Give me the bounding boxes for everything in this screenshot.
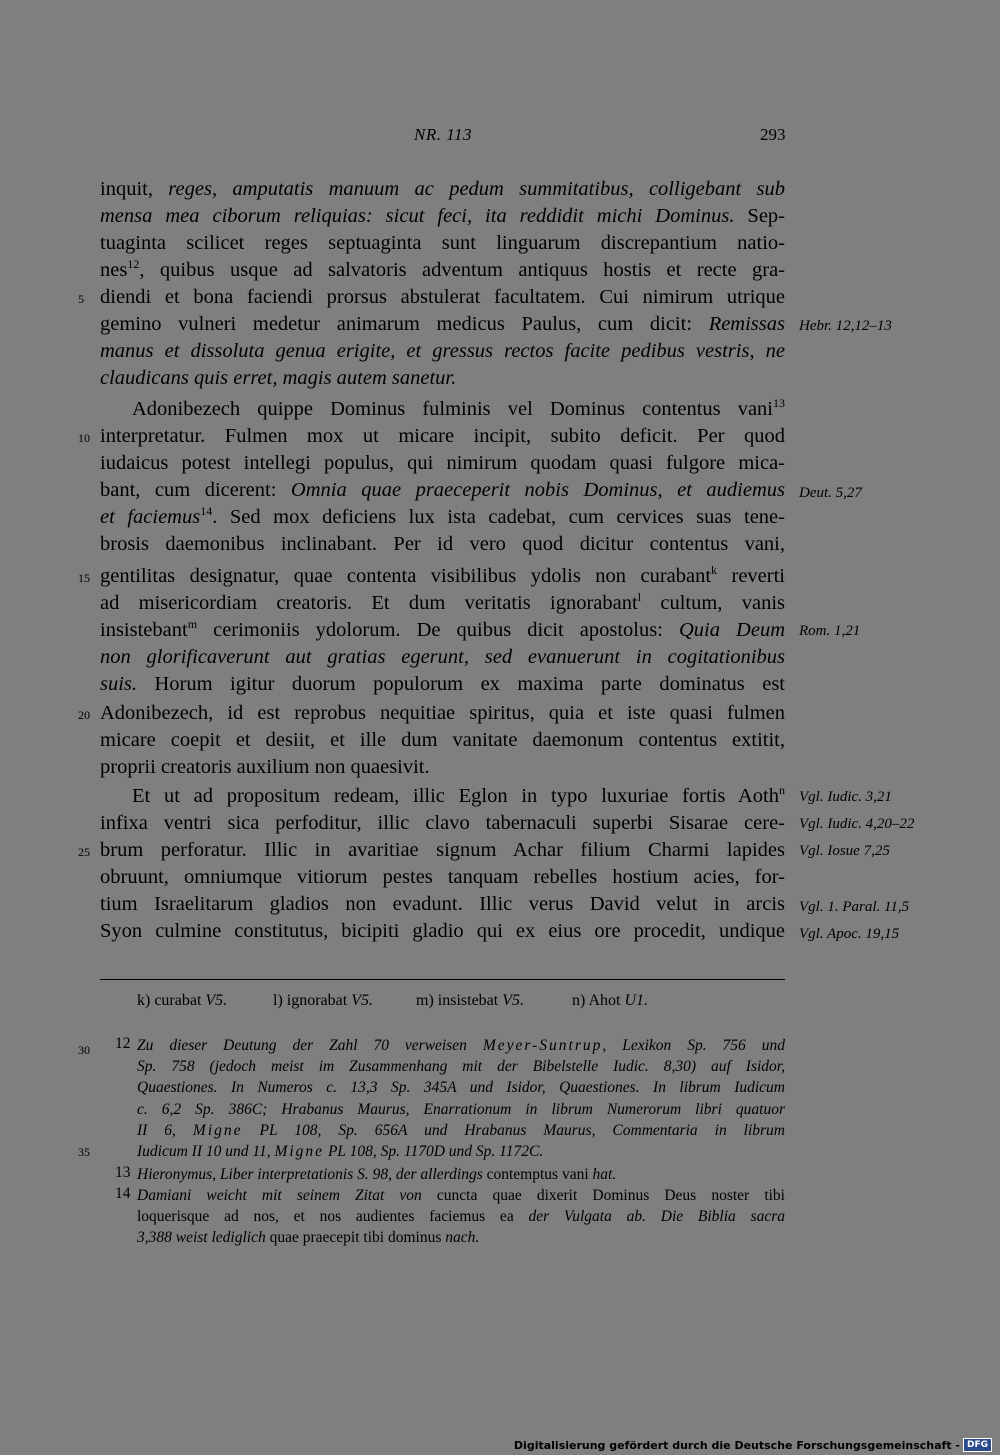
apparatus-entry: n) Ahot U1. [572, 992, 649, 1009]
text-line: Et ut ad propositum redeam, illic Eglon in typo luxuriae fortis Aoth$^n$ [132, 783, 785, 807]
line-number: 35 [78, 1145, 90, 1159]
footnote-rule [100, 979, 785, 980]
line-number: 25 [78, 845, 90, 859]
footnote-number: 13 [115, 1164, 131, 1181]
margin-reference: Vgl. Apoc. 19,15 [799, 926, 900, 942]
footnote-line: c. 6,2 Sp. 386C; Hrabanus Maurus, Enarrationum in librum Numerorum libri quatuor [137, 1101, 785, 1118]
footnote-number: 14 [115, 1185, 131, 1202]
text-line: insistebant$^m$ cerimoniis ydolorum. De quibus dicit apostolus: Quia Deum [100, 617, 786, 641]
line-number: 5 [78, 292, 84, 306]
line-number: 30 [78, 1043, 90, 1057]
footnote-line: Zu dieser Deutung der Zahl 70 verweisen Meyer-Suntrup, Lexikon Sp. 756 und [137, 1037, 785, 1054]
text-line: iudaicus potest intellegi populus, qui nimirum quodam quasi fulgore mica- [100, 452, 785, 474]
text-line: Adonibezech, id est reprobus nequitiae spiritus, quia et iste quasi fulmen [100, 702, 785, 724]
running-header-left: NR. 113 [414, 125, 472, 144]
page-number: 293 [760, 125, 786, 144]
footnote-line: Iudicum II 10 und 11, Migne PL 108, Sp. 1170D und Sp. 1172C. [137, 1143, 544, 1160]
margin-reference: Rom. 1,21 [799, 623, 861, 639]
footer-text: Digitalisierung gefördert durch die Deutsche Forschungsgemeinschaft - [513, 1438, 960, 1452]
footnote-number: 12 [115, 1035, 131, 1052]
margin-reference: Vgl. Iudic. 3,21 [799, 789, 892, 805]
text-line: brosis daemonibus inclinabant. Per id vero quod dicitur contentus vani, [100, 533, 785, 555]
text-line: mensa mea ciborum reliquias: sicut feci, ita reddidit michi Dominus. Sep- [100, 205, 785, 227]
text-line: diendi et bona faciendi prorsus abstulerat facultatem. Cui nimirum utrique [100, 286, 785, 308]
text-line: nes$^{12}$, quibus usque ad salvatoris adventum antiquus hostis et recte gra- [100, 257, 785, 281]
text-line: Adonibezech quippe Dominus fulminis vel Dominus contentus vani$^{13}$ [132, 396, 785, 420]
footnote-line: Damiani weicht mit seinem Zitat von cuncta quae dixerit Dominus Deus noster tibi [137, 1187, 785, 1204]
text-line: tium Israelitarum gladios non evadunt. Illic verus David velut in arcis [100, 893, 785, 915]
margin-reference: Hebr. 12,12–13 [799, 318, 892, 334]
text-line: suis. Horum igitur duorum populorum ex maxima parte dominatus est [100, 673, 785, 695]
margin-reference: Vgl. 1. Paral. 11,5 [799, 899, 910, 915]
text-line: tuaginta scilicet reges septuaginta sunt linguarum discrepantium natio- [100, 232, 785, 254]
footnote-line: loquerisque ad nos, et nos audientes faciemus ea der Vulgata ab. Die Biblia sacra [137, 1208, 785, 1225]
margin-reference: Vgl. Iudic. 4,20–22 [799, 816, 915, 832]
footnote-line: II 6, Migne PL 108, Sp. 656A und Hrabanus Maurus, Commentaria in librum [137, 1122, 786, 1139]
text-line: et faciemus$^{14}$. Sed mox deficiens lux ista cadebat, cum cervices suas tene- [100, 504, 785, 528]
text-line: interpretatur. Fulmen mox ut micare incipit, subito deficit. Per quod [100, 425, 785, 447]
text-line: micare coepit et desiit, et ille dum vanitate daemonum contentus extitit, [100, 729, 785, 751]
text-line: claudicans quis erret, magis autem sanetur. [100, 367, 457, 389]
line-number: 20 [78, 708, 90, 722]
apparatus-entry: m) insistebat V5. [416, 992, 524, 1009]
apparatus-entry: l) ignorabat V5. [273, 992, 373, 1009]
margin-reference: Deut. 5,27 [799, 485, 862, 501]
text-line: brum perforatur. Illic in avaritiae signum Achar filium Charmi lapides [100, 839, 785, 861]
margin-reference: Vgl. Iosue 7,25 [799, 843, 890, 859]
footnote-line: Quaestiones. In Numeros c. 13,3 Sp. 345A und Isidor, Quaestiones. In librum Iudicum [137, 1079, 785, 1096]
text-line: gentilitas designatur, quae contenta visibilibus ydolis non curabant$^k$ reverti [100, 563, 785, 587]
text-line: ad misericordiam creatoris. Et dum veritatis ignorabant$^l$ cultum, vanis [100, 590, 785, 614]
text-line: proprii creatoris auxilium non quaesivit. [100, 756, 430, 778]
text-line: obruunt, omniumque vitiorum pestes tanquam rebelles hostium acies, for- [100, 866, 785, 888]
text-line: gemino vulneri medetur animarum medicus Paulus, cum dicit: Remissas [100, 313, 785, 335]
text-line: infixa ventri sica perfoditur, illic clavo tabernaculi superbi Sisarae cere- [100, 812, 785, 834]
footnote-line: 3,388 weist lediglich quae praecepit tibi dominus nach. [137, 1229, 480, 1246]
apparatus-entry: k) curabat V5. [137, 992, 228, 1009]
footnote-line: Hieronymus, Liber interpretationis S. 98, der allerdings contemptus vani hat. [137, 1166, 617, 1183]
line-number: 10 [78, 431, 90, 445]
dfg-logo: DFG [963, 1438, 992, 1452]
text-line: bant, cum dicerent: Omnia quae praeceperit nobis Dominus, et audiemus [100, 479, 785, 501]
line-number: 15 [78, 571, 90, 585]
footnote-line: Sp. 758 (jedoch meist im Zusammenhang mit der Bibelstelle Iudic. 8,30) auf Isidor, [137, 1058, 785, 1075]
digitization-footer [514, 1438, 992, 1452]
text-line: non glorificaverunt aut gratias egerunt, sed evanuerunt in cogitationibus [100, 646, 785, 668]
text-line: Syon culmine constitutus, bicipiti gladio qui ex eius ore procedit, undique [100, 920, 785, 942]
text-line: manus et dissoluta genua erigite, et gressus rectos facite pedibus vestris, ne [100, 340, 785, 362]
text-line: inquit, reges, amputatis manuum ac pedum summitatibus, colligebant sub [100, 178, 785, 200]
